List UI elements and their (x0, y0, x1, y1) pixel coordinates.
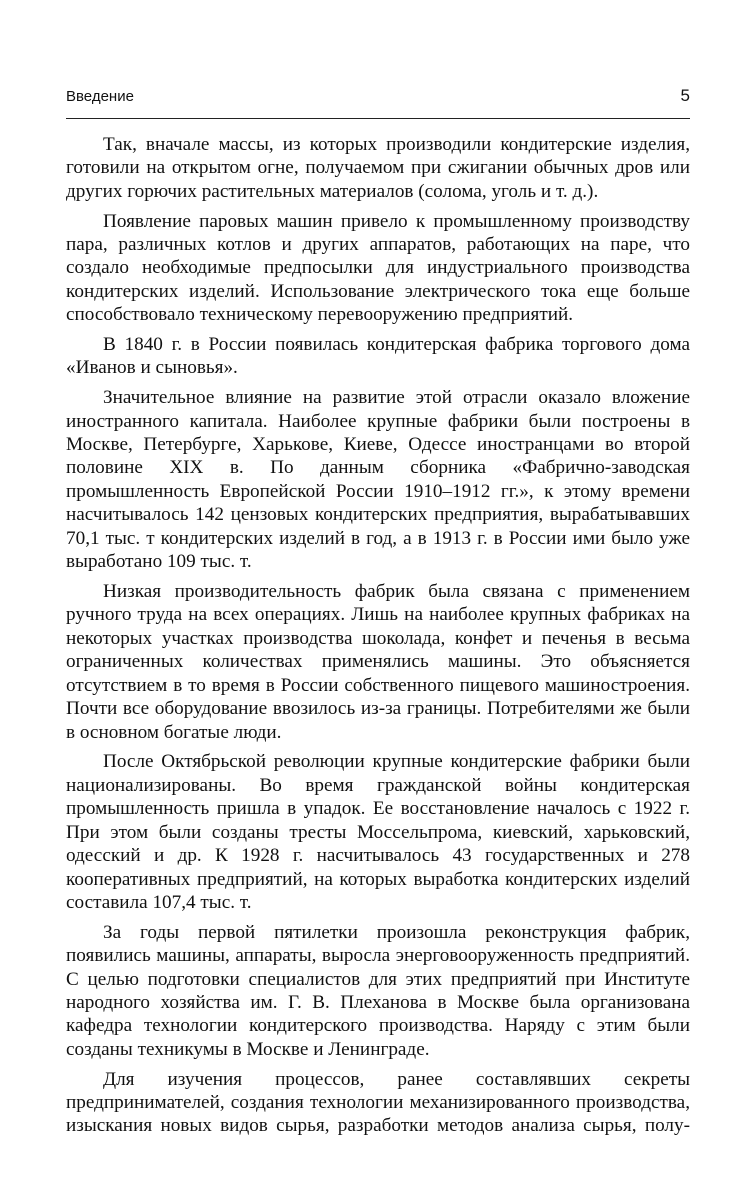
body-text (66, 133, 690, 1144)
running-header (66, 88, 690, 110)
paragraph: Значительное влияние на развитие этой отрасли оказало вложение иностранного капитала. Наиболее крупные фабрики были построены в Москве, Петербурге, Харькове, Киеве, Одессе иностранцами во второй половине XIX в. По данным сборника «Фабрично-заводская промышленность Европейской России 1910–1912 гг.», к этому времени насчитывалось 142 цензовых кондитерских предприятия, вырабатывавших 70,1 тыс. т кондитерских изделий в год, а в 1913 г. в России ими было уже выработано 109 тыс. т. (66, 387, 690, 573)
paragraph: После Октябрьской революции крупные кондитерские фабрики были национализированы. Во время гражданской войны кондитерская промышленность пришла в упадок. Ее восстановление началось с 1922 г. При этом были созданы тресты Моссельпрома, киевский, харьковский, одесский и др. К 1928 г. насчитывалось 43 государственных и 278 кооперативных предприятий, на которых выработка кондитерских изделий составила 107,4 тыс. т. (66, 751, 690, 913)
paragraph: Для изучения процессов, ранее составлявших секреты предпринимателей, создания технологии механизированного производства, изыскания новых видов сырья, разработки методов анализа сырья, полу- (66, 1068, 690, 1137)
paragraph: В 1840 г. в России появилась кондитерская фабрика торгового дома «Иванов и сыновья». (66, 334, 690, 379)
header-rule (66, 118, 690, 119)
paragraph: Появление паровых машин привело к промышленному производству пара, различных котлов и других аппаратов, работающих на паре, что создало необходимые предпосылки для индустриального производства кондитерских изделий. Использование электрического тока еще больше способствовало техническому перевооружению предприятий. (66, 210, 690, 326)
section-title: Введение (66, 88, 134, 105)
paragraph: За годы первой пятилетки произошла реконструкция фабрик, появились машины, аппараты, выросла энерговооруженность предприятий. С целью подготовки специалистов для этих предприятий при Институте народного хозяйства им. Г. В. Плеханова в Москве была организована кафедра технологии кондитерского производства. Наряду с этим были созданы техникумы в Москве и Ленинграде. (66, 921, 690, 1060)
paragraph: Так, вначале массы, из которых производили кондитерские изделия, готовили на открытом огне, получаемом при сжигании обычных дров или других горючих растительных материалов (солома, уголь и т. д.). (66, 134, 690, 202)
page-number: 5 (680, 86, 690, 105)
paragraph: Низкая производительность фабрик была связана с применением ручного труда на всех операциях. Лишь на наиболее крупных фабриках на некоторых участках производства шоколада, конфет и печенья в весьма ограниченных количествах применялись машины. Это объясняется отсутствием в то время в России собственного пищевого машиностроения. Почти все оборудование ввозилось из-за границы. Потребителями же были в основном богатые люди. (66, 580, 690, 743)
